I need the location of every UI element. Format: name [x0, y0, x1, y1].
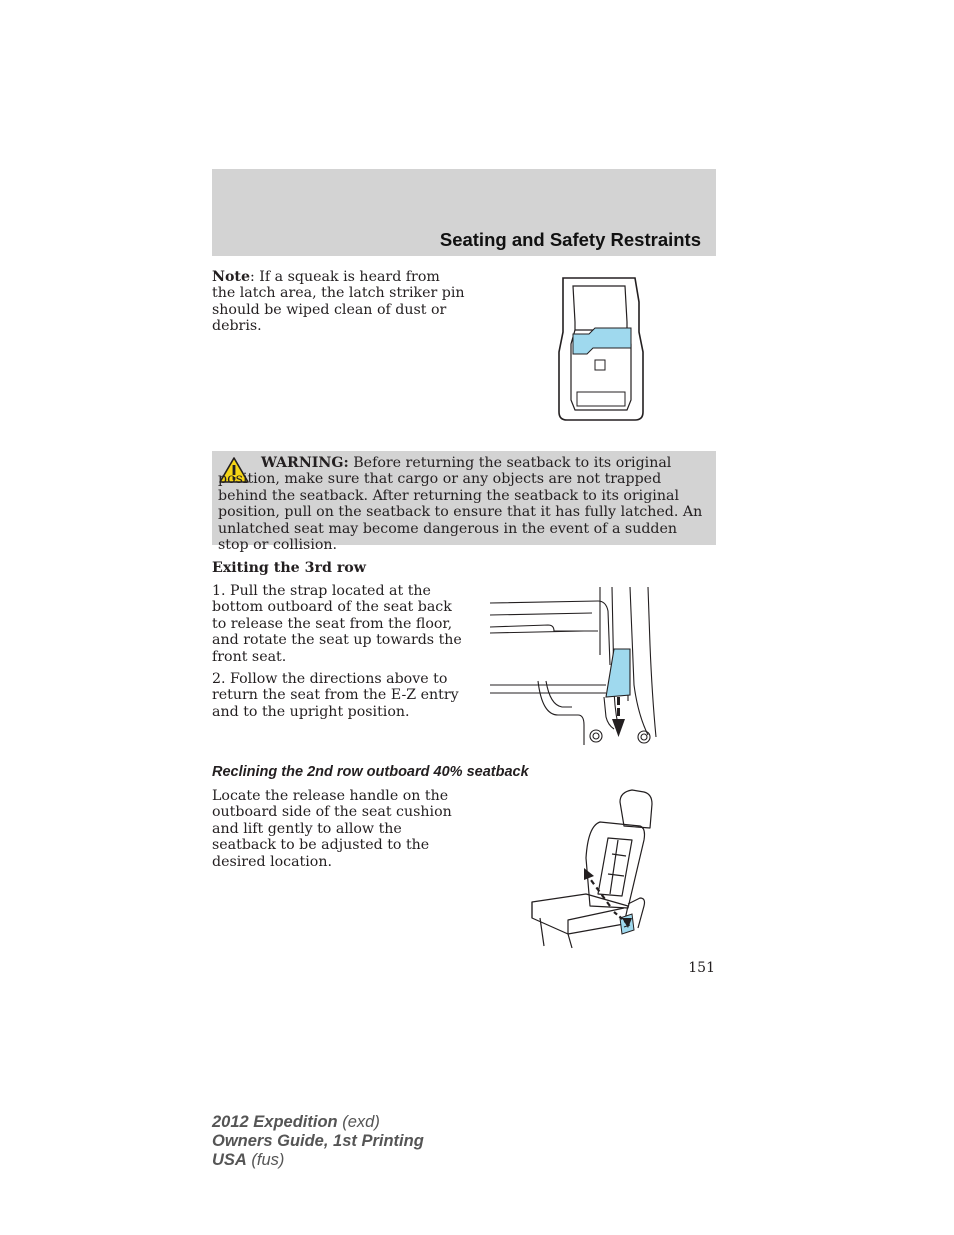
exiting-step-2: 2. Follow the directions above to return the seat from the E-Z entry and to the upright position.: [212, 671, 459, 720]
note-text: : If a squeak is heard from the latch area, the latch striker pin should be wiped clean of dust or debris.: [212, 269, 465, 335]
third-row-strap-illustration: [488, 585, 658, 747]
footer-market-code: (fus): [246, 1151, 285, 1169]
footer-line-3: [212, 1151, 424, 1170]
footer-market: USA: [212, 1151, 247, 1169]
document-footer: [212, 1113, 424, 1170]
footer-line-1: [212, 1113, 424, 1132]
section-title: Seating and Safety Restraints: [439, 229, 701, 250]
section-header-band: [212, 169, 716, 256]
exiting-heading: Exiting the 3rd row: [212, 560, 366, 576]
second-row-seat-illustration: [528, 788, 658, 950]
page-number: 151: [688, 960, 715, 976]
note-label: Note: [212, 269, 251, 285]
note-paragraph: [212, 269, 467, 335]
exiting-steps: [212, 583, 464, 720]
reclining-heading: Reclining the 2nd row outboard 40% seatback: [212, 764, 529, 780]
footer-line-2: Owners Guide, 1st Printing: [212, 1132, 424, 1150]
warning-label: WARNING:: [261, 455, 349, 471]
exiting-step-1: 1. Pull the strap located at the bottom outboard of the seat back to release the seat from the floor, and rotate the seat up towards the front seat.: [212, 583, 462, 665]
footer-model: 2012 Expedition: [212, 1113, 338, 1131]
reclining-paragraph: Locate the release handle on the outboard side of the seat cushion and lift gently to allow the seatback to be adjusted to the desired location.: [212, 788, 452, 870]
warning-box: [212, 451, 716, 554]
footer-model-code: (exd): [337, 1113, 380, 1131]
warning-text: Before returning the seatback to its original position, make sure that cargo or any objects are not trapped behind the seatback. After returning the seatback to its original position, pull on the seatback to ensure that it has fully latched. An unlatched seat may become dangerous in the event of a sudden stop or collision.: [218, 455, 703, 554]
warning-text-block: [218, 455, 708, 553]
latch-striker-illustration: [555, 272, 650, 424]
